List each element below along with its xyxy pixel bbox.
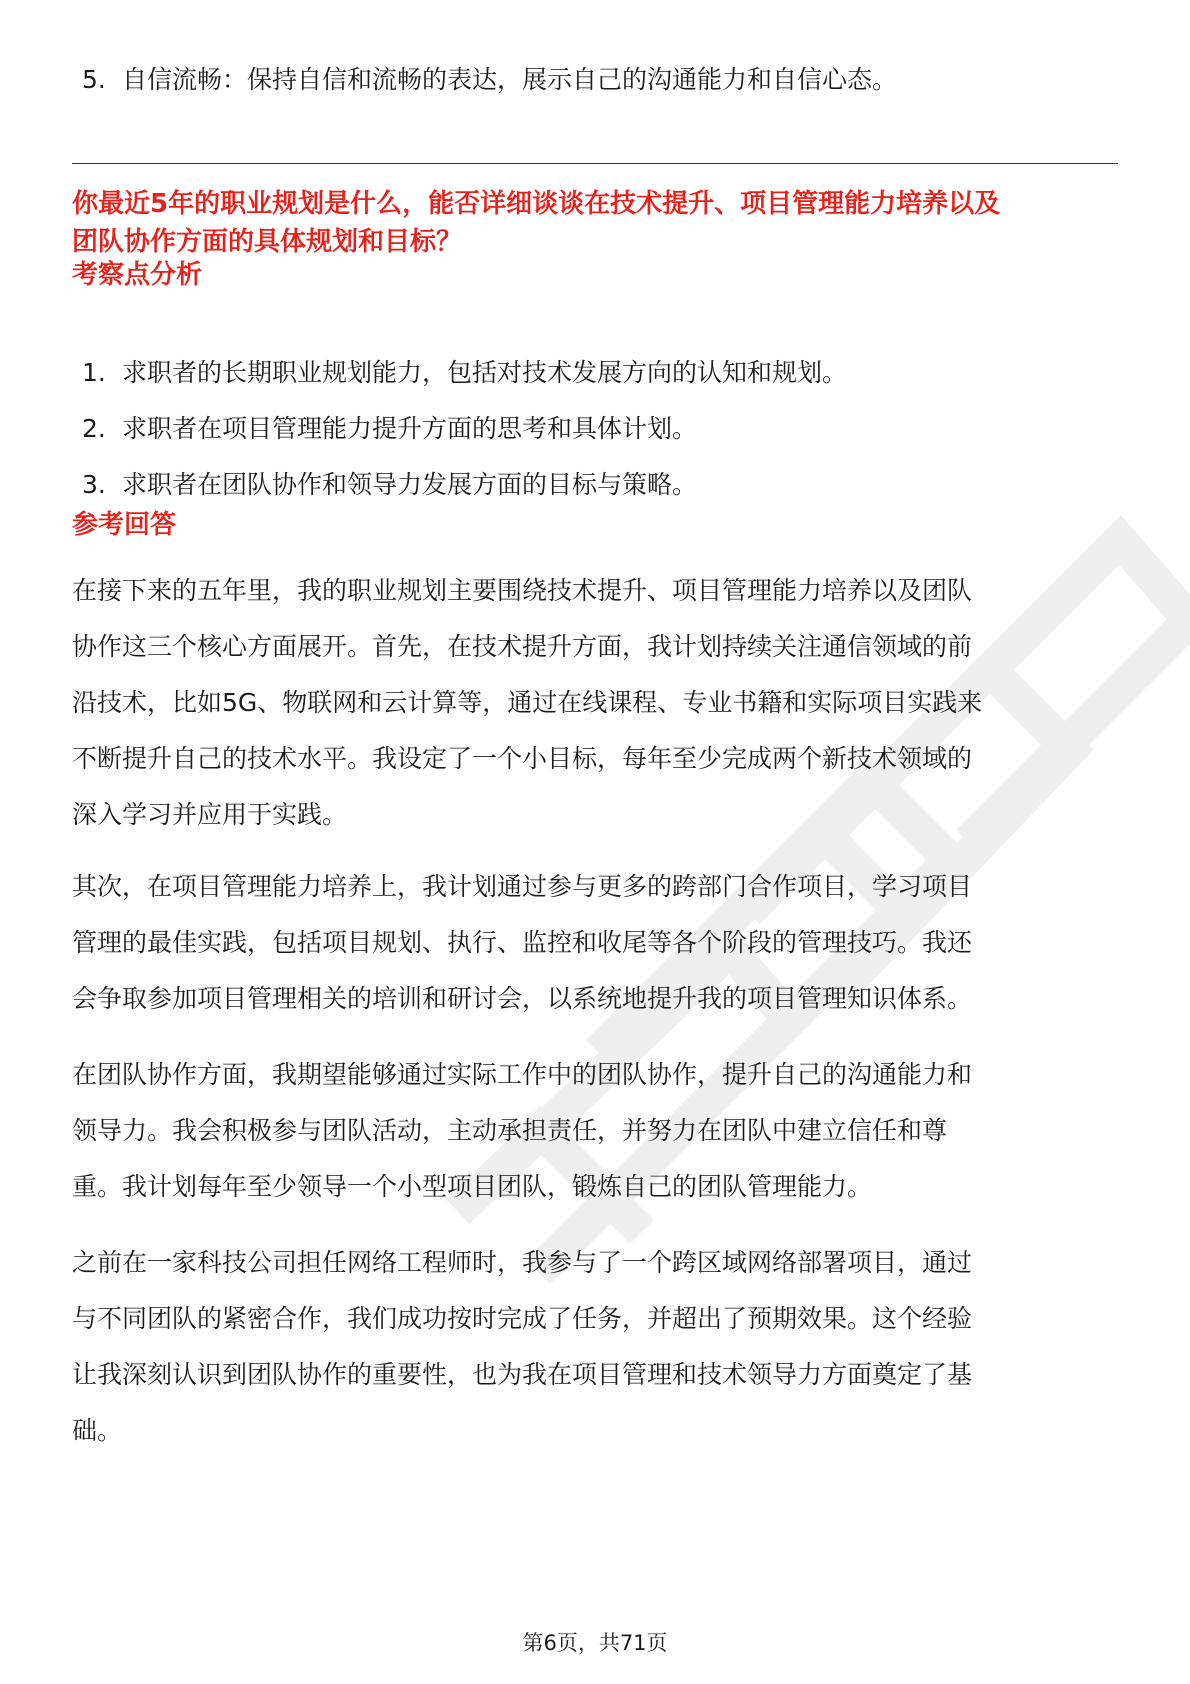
list-item-number: 1. bbox=[82, 358, 106, 387]
list-item-number: 3. bbox=[82, 470, 106, 499]
paragraph-line: 与不同团队的紧密合作，我们成功按时完成了任务，并超出了预期效果。这个经验 bbox=[72, 1304, 973, 1333]
list-item bbox=[82, 467, 847, 523]
paragraph-line: 协作这三个核心方面展开。首先，在技术提升方面，我计划持续关注通信领域的前 bbox=[72, 632, 973, 661]
paragraph-line: 让我深刻认识到团队协作的重要性，也为我在项目管理和技术领导力方面奠定了基 bbox=[72, 1360, 973, 1389]
previous-list-item bbox=[82, 62, 897, 98]
analysis-heading: 考察点分析 bbox=[72, 260, 203, 290]
paragraph-line: 管理的最佳实践，包括项目规划、执行、监控和收尾等各个阶段的管理技巧。我还 bbox=[72, 928, 973, 957]
question-line: 团队协作方面的具体规划和目标？ bbox=[72, 227, 463, 257]
question-heading bbox=[72, 185, 1118, 261]
question-line: 你最近5年的职业规划是什么，能否详细谈谈在技术提升、项目管理能力培养以及 bbox=[72, 189, 1001, 219]
analysis-list bbox=[82, 355, 847, 523]
paragraph-line: 不断提升自己的技术水平。我设定了一个小目标，每年至少完成两个新技术领域的 bbox=[72, 744, 973, 773]
list-item-text: 求职者在团队协作和领导力发展方面的目标与策略。 bbox=[122, 470, 698, 499]
answer-heading: 参考回答 bbox=[72, 510, 177, 540]
list-item-number: 2. bbox=[82, 414, 106, 443]
paragraph-line: 础。 bbox=[72, 1416, 123, 1445]
paragraph-line: 在团队协作方面，我期望能够通过实际工作中的团队协作，提升自己的沟通能力和 bbox=[72, 1060, 973, 1089]
paragraph-line: 会争取参加项目管理相关的培训和研讨会，以系统地提升我的项目管理知识体系。 bbox=[72, 984, 973, 1013]
list-item-text: 求职者的长期职业规划能力，包括对技术发展方向的认知和规划。 bbox=[122, 358, 848, 387]
previous-item-number: 5. bbox=[82, 65, 106, 94]
answer-paragraph bbox=[72, 1245, 1122, 1469]
list-item bbox=[82, 355, 847, 411]
page-number-footer: 第6页，共71页 bbox=[522, 1631, 668, 1655]
previous-item-text: 自信流畅：保持自信和流畅的表达，展示自己的沟通能力和自信心态。 bbox=[122, 65, 898, 94]
paragraph-line: 在接下来的五年里，我的职业规划主要围绕技术提升、项目管理能力培养以及团队 bbox=[72, 576, 973, 605]
answer-paragraph bbox=[72, 573, 1122, 853]
section-divider bbox=[72, 163, 1118, 164]
paragraph-line: 沿技术，比如5G、物联网和云计算等，通过在线课程、专业书籍和实际项目实践来 bbox=[72, 688, 983, 717]
answer-paragraph bbox=[72, 1057, 1122, 1225]
paragraph-line: 之前在一家科技公司担任网络工程师时，我参与了一个跨区域网络部署项目，通过 bbox=[72, 1248, 973, 1277]
list-item bbox=[82, 411, 847, 467]
paragraph-line: 其次，在项目管理能力培养上，我计划通过参与更多的跨部门合作项目，学习项目 bbox=[72, 872, 973, 901]
paragraph-line: 重。我计划每年至少领导一个小型项目团队，锻炼自己的团队管理能力。 bbox=[72, 1172, 873, 1201]
answer-paragraph bbox=[72, 869, 1122, 1037]
paragraph-line: 领导力。我会积极参与团队活动，主动承担责任，并努力在团队中建立信任和尊 bbox=[72, 1116, 948, 1145]
list-item-text: 求职者在项目管理能力提升方面的思考和具体计划。 bbox=[122, 414, 698, 443]
paragraph-line: 深入学习并应用于实践。 bbox=[72, 800, 348, 829]
